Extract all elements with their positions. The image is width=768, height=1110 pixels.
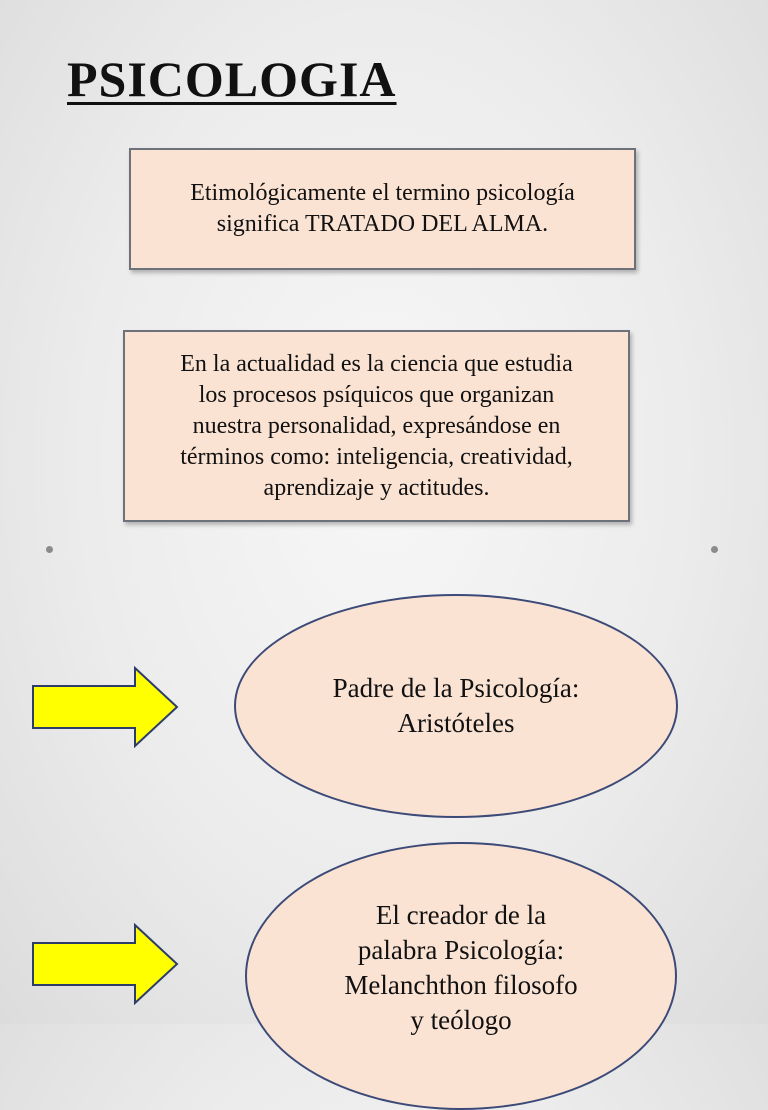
right-arrow-icon <box>31 666 179 748</box>
text-line: En la actualidad es la ciencia que estudia <box>180 350 573 377</box>
text-line: Etimológicamente el termino psicología <box>190 180 575 206</box>
bullet-dot <box>711 546 718 553</box>
text-line: aprendizaje y actitudes. <box>263 474 490 501</box>
ellipse-text-line: palabra Psicología: <box>357 935 565 965</box>
etymology-text <box>190 178 575 240</box>
bullet-dot <box>46 546 53 553</box>
ellipse-text-line: Melanchthon filosofo <box>344 970 578 1000</box>
slide-title: PSICOLOGIA <box>67 51 397 107</box>
text-line: nuestra personalidad, expresándose en <box>192 412 561 439</box>
right-arrow-icon <box>31 923 179 1005</box>
father-of-psychology-ellipse <box>234 594 678 818</box>
definition-box <box>123 330 630 522</box>
ellipse-text-line: Padre de la Psicología: <box>332 673 580 703</box>
text-line: los procesos psíquicos que organizan <box>198 381 555 408</box>
definition-text <box>180 349 573 504</box>
text-line: significa TRATADO DEL ALMA. <box>216 211 549 237</box>
etymology-box <box>129 148 636 270</box>
word-creator-ellipse <box>245 842 677 1110</box>
text-line: términos como: inteligencia, creatividad, <box>180 443 573 470</box>
ellipse-text-line: El creador de la <box>375 900 547 930</box>
ellipse-text-line: y teólogo <box>410 1005 512 1035</box>
ellipse-text-line: Aristóteles <box>397 708 515 738</box>
